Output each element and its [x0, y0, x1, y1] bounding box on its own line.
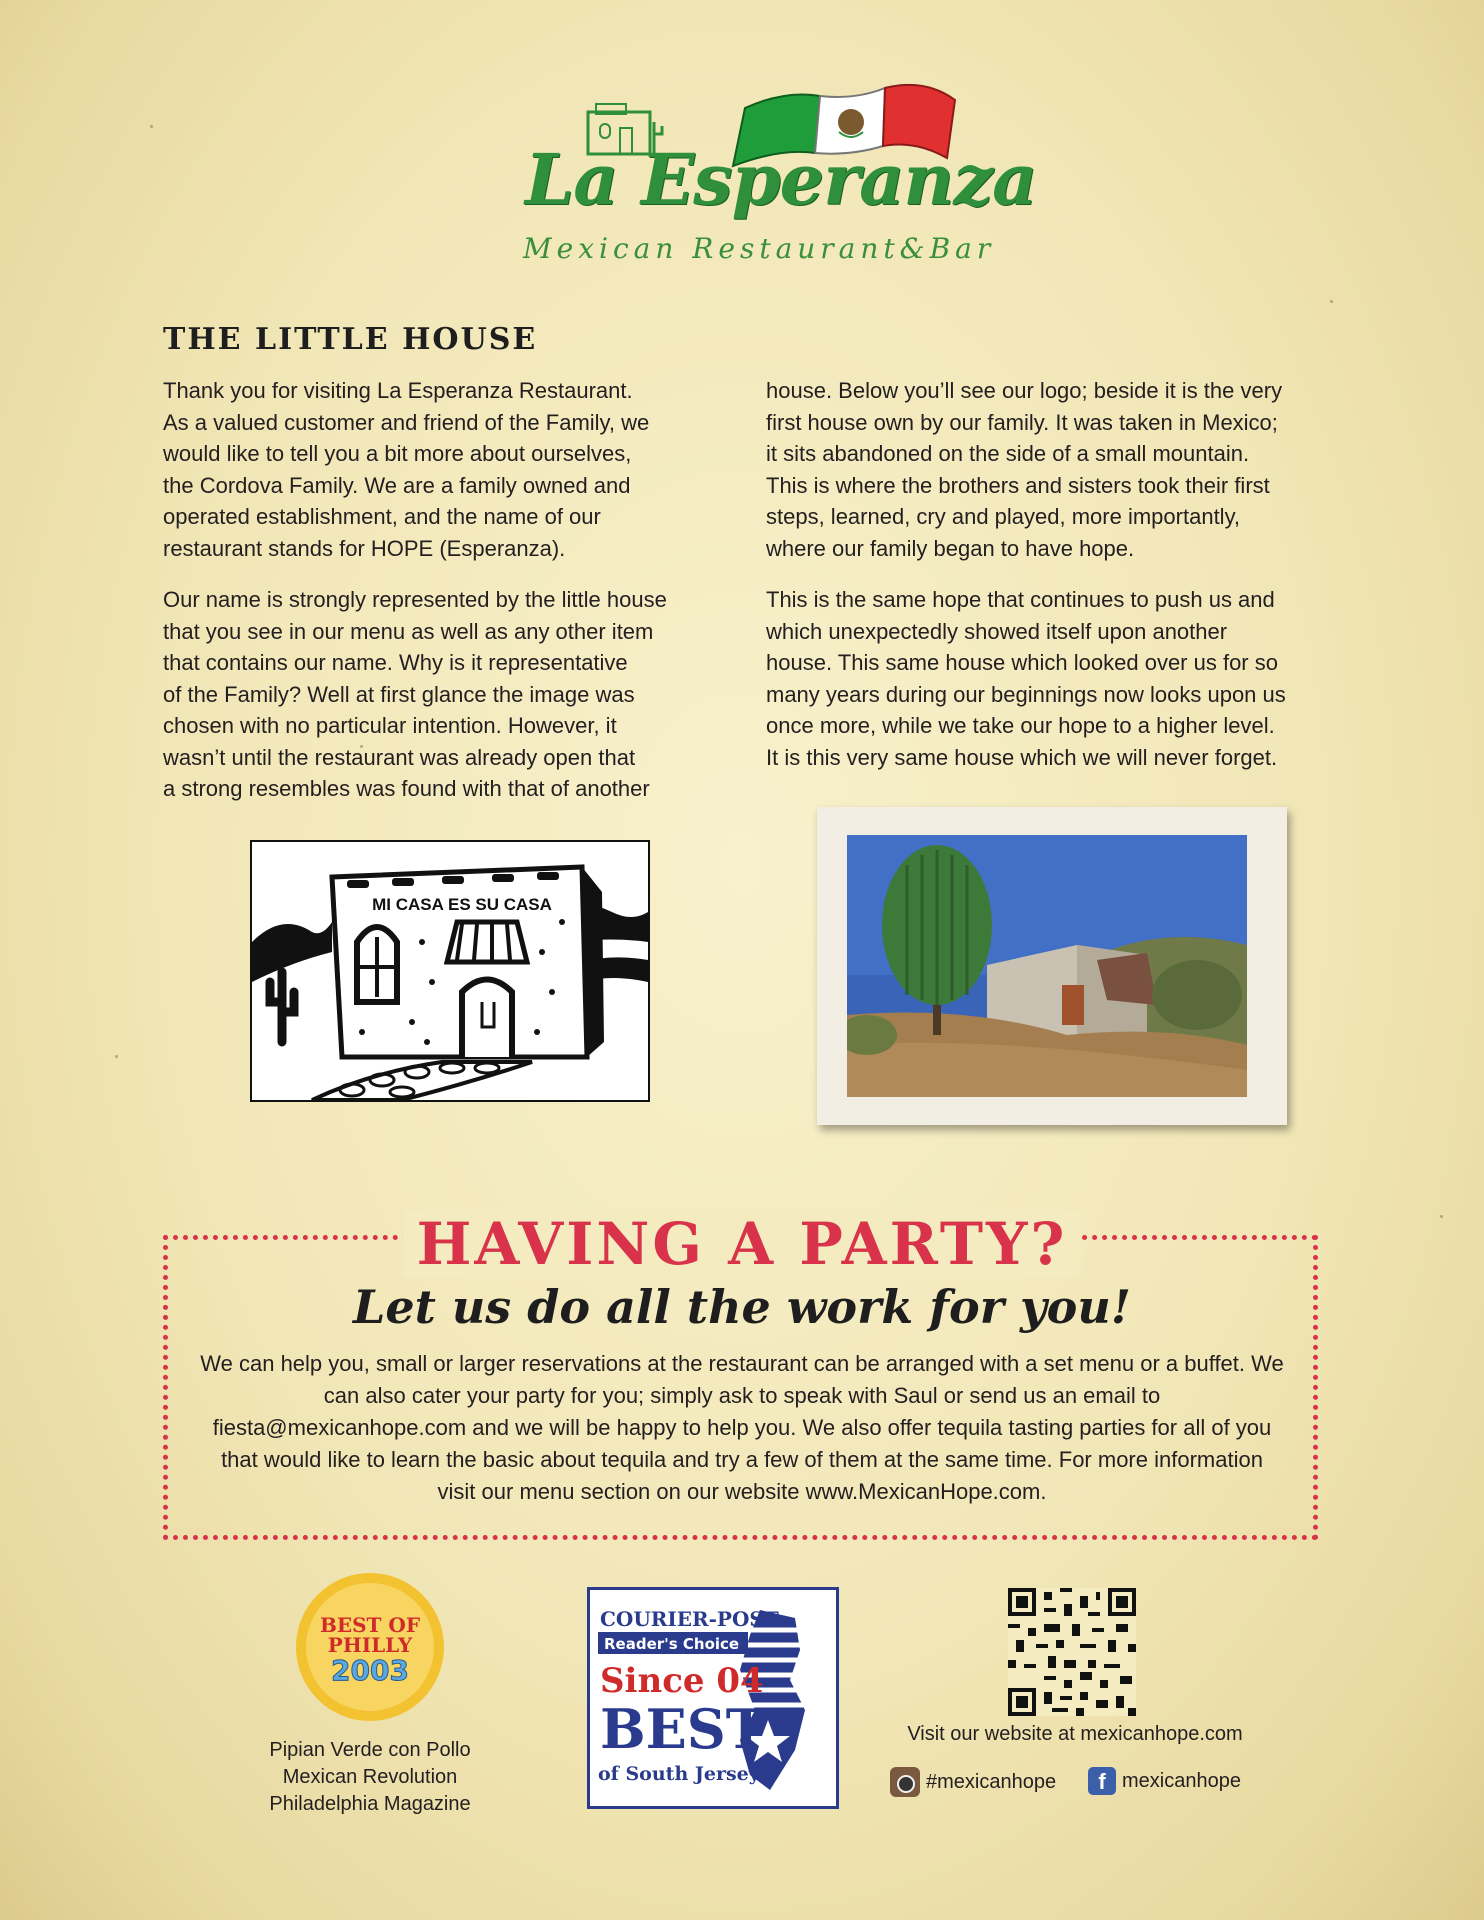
- paragraph: Thank you for visiting La Esperanza Restaurant. As a valued customer and friend of the Family, we would like to tell you a bit more about ourselves, the Cordova Family. We are a family owned and operated establishment, and the name of our restaurant stands for HOPE (Esperanza).: [163, 378, 650, 561]
- badge-year: 2003: [331, 1654, 409, 1687]
- caption-line: Philadelphia Magazine: [269, 1793, 471, 1815]
- house-sign-text: MI CASA ES SU CASA: [372, 895, 552, 914]
- house-photo-frame: [817, 807, 1287, 1125]
- right-column: [766, 375, 1346, 793]
- caption-line: Mexican Revolution: [282, 1766, 458, 1788]
- party-subtitle: Let us do all the work for you!: [352, 1280, 1131, 1334]
- best-of-philly-badge: [295, 1572, 445, 1722]
- facebook-link[interactable]: [1088, 1767, 1241, 1795]
- section-heading: THE LITTLE HOUSE: [163, 322, 538, 357]
- readers-choice: Reader's Choice: [604, 1635, 740, 1653]
- facebook-icon: f: [1088, 1767, 1116, 1795]
- left-column: [163, 375, 743, 825]
- party-title: [0, 1210, 1484, 1278]
- instagram-icon: [890, 1767, 920, 1797]
- logo-subtitle: Mexican Restaurant&Bar: [523, 232, 996, 265]
- logo-house-drawing: [250, 840, 650, 1102]
- restaurant-logo: [515, 70, 1037, 285]
- best-label: BEST: [600, 1697, 766, 1761]
- courier-post-name: COURIER-POST: [600, 1607, 779, 1631]
- party-text: We can help you, small or larger reservations at the restaurant can be arranged with a set menu or a buffet. We can also cater your party for you; simply ask to speak with Saul or send us an email to fiesta@mexicanhope.com and we will be happy to help you. We also offer tequila tasting parties for all of you that would like to learn the basic about tequila and try a few of them at the same time. For more information visit our menu section on our website www.MexicanHope.com.: [200, 1351, 1284, 1504]
- instagram-link[interactable]: [890, 1767, 1056, 1797]
- facebook-handle: mexicanhope: [1122, 1769, 1241, 1792]
- instagram-handle: #mexicanhope: [926, 1770, 1057, 1793]
- party-title-text: HAVING A PARTY?: [403, 1210, 1082, 1278]
- caption-line: Pipian Verde con Pollo: [269, 1739, 471, 1761]
- courier-post-badge: [587, 1587, 839, 1809]
- since-04: Since 04: [600, 1661, 764, 1701]
- badge-line-1: BEST OF: [319, 1613, 421, 1637]
- badge-line-2: PHILLY: [327, 1633, 413, 1657]
- paragraph: house. Below you’ll see our logo; beside it is the very first house own by our family. It was taken in Mexico; it sits abandoned on the side of a small mountain. This is where the brothers and sisters took their first steps, learned, cry and played, more importantly, where our family began to have hope.: [766, 378, 1283, 561]
- website-link[interactable]: Visit our website at mexicanhope.com: [907, 1723, 1243, 1745]
- paper-speck: [115, 1055, 118, 1058]
- first-house-photo: [847, 835, 1247, 1097]
- paper-speck: [1330, 300, 1333, 303]
- flag-eagle-emblem: [838, 109, 864, 135]
- award-caption: [220, 1737, 520, 1818]
- qr-code[interactable]: [1008, 1588, 1136, 1716]
- logo-title: La Esperanza: [525, 138, 1037, 221]
- paper-speck: [150, 125, 153, 128]
- paragraph: This is the same hope that continues to push us and which unexpectedly showed itself upon another house. This same house which looked over us for so many years during our beginnings now looks upon us once more, while we take our hope to a higher level. It is this very same house which we will never forget.: [766, 587, 1286, 770]
- south-jersey: of South Jersey: [598, 1763, 760, 1785]
- paragraph: Our name is strongly represented by the little house that you see in our menu as well as any other item that contains our name. Why is it representative of the Family? Well at first glance the image was chosen with no particular intention. However, it wasn’t until the restaurant was already open that a strong resembles was found with that of another: [163, 587, 667, 801]
